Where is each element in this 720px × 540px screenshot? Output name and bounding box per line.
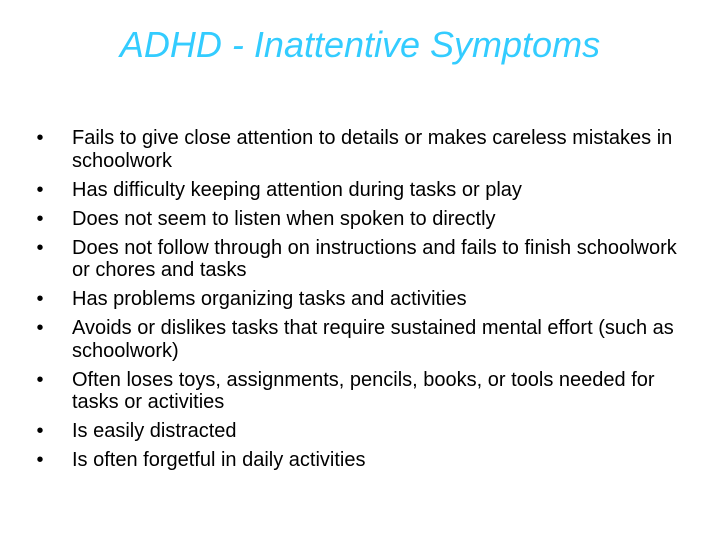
bullet-icon: • [36, 178, 44, 201]
list-item-text: Is easily distracted [72, 420, 237, 442]
list-item-text: Often loses toys, assignments, pencils, books, or tools needed for tasks or activities [72, 368, 655, 413]
bullet-icon: • [36, 449, 44, 471]
list-item [30, 127, 690, 172]
list-item [30, 420, 690, 443]
list-item [30, 237, 690, 282]
bullet-icon: • [36, 288, 44, 310]
list-item [30, 449, 690, 472]
list-item-text: Is often forgetful in daily activities [72, 449, 366, 471]
bullet-icon: • [36, 207, 44, 230]
list-item-text: Does not follow through on instructions and fails to finish schoolwork or chores and tasks [72, 236, 677, 281]
slide-title: ADHD - Inattentive Symptoms [119, 24, 601, 65]
bullet-icon: • [36, 236, 44, 259]
bullet-list [30, 127, 690, 478]
list-item [30, 208, 690, 231]
list-item-text: Has problems organizing tasks and activities [72, 288, 467, 310]
list-item-text: Does not seem to listen when spoken to directly [72, 207, 496, 230]
bullet-icon: • [36, 317, 44, 339]
bullet-icon: • [36, 368, 44, 391]
list-item [30, 317, 690, 362]
bullet-icon: • [36, 127, 44, 149]
list-item-text: Fails to give close attention to details or makes careless mistakes in schoolwork [72, 127, 673, 172]
list-item [30, 369, 690, 414]
list-item-text: Avoids or dislikes tasks that require sustained mental effort (such as schoolwork) [72, 317, 674, 362]
list-item [30, 288, 690, 311]
list-item-text: Has difficulty keeping attention during tasks or play [72, 178, 522, 201]
bullet-icon: • [36, 420, 44, 442]
list-item [30, 179, 690, 202]
